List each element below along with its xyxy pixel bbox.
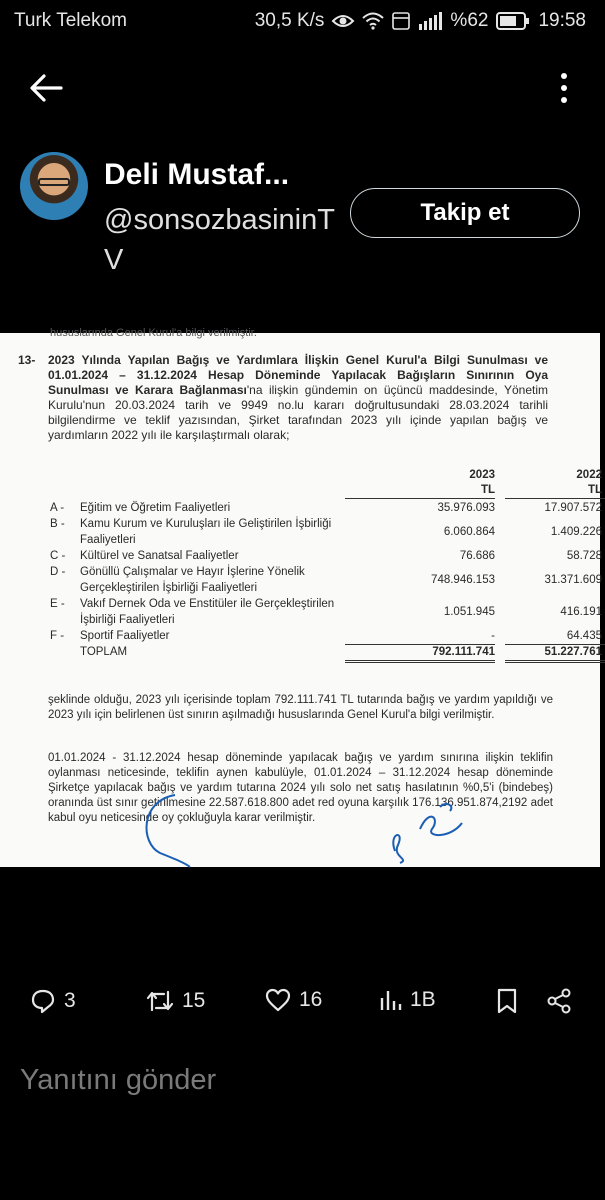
table-row: A - Eğitim ve Öğretim Faaliyetleri 35.976.093 17.907.572 (50, 502, 602, 514)
table-row: E - Vakıf Dernek Oda ve Enstitüler ile Gerçekleştirilen İşbirliği Faaliyetleri 1.051.945 416.191 (50, 598, 602, 626)
network-speed: 30,5 K/s (254, 10, 325, 31)
avatar[interactable] (20, 152, 88, 220)
tweet-actions (0, 980, 600, 1026)
bookmark-icon (496, 988, 518, 1014)
signatures (0, 793, 600, 867)
arrow-left-icon (29, 74, 63, 102)
doc-paragraph-2: 01.01.2024 - 31.12.2024 hesap döneminde yapılacak bağış ve yardım sınırına ilişkin teklifin oylanması neticesinde, teklifin aynen kabulüyle, 01.01.2024 – 31.12.2024 hesap döneminde Şirketçe yapılacak bağış ve yardım tutarına 2024 yılı solo net satış hasılatının %0,5'i (bindebeş) oranında üst sınır getirilmesine 22.587.618.800 adet red oyuna karşılık 176.136.951.874,2192 adet kabul oyu neticesinde oy çokluğuyla karar verilmiştir. (48, 752, 553, 824)
like-count: 16 (299, 988, 323, 1011)
item-text (48, 353, 548, 443)
col-2022-header: 2022 TL (576, 469, 602, 496)
bar-chart-icon (378, 988, 402, 1012)
like-button[interactable] (265, 988, 322, 1012)
col-2023-header: 2023 TL (469, 469, 495, 496)
user-handle[interactable]: @sonsozbasininTV (104, 204, 335, 276)
table-row: F - Sportif Faaliyetler - 64.435 (50, 630, 602, 642)
table-row: D - Gönüllü Çalışmalar ve Hayır İşlerine Yönelik Gerçekleştirilen İşbirliği Faaliyetleri 748.946.153 31.371.609 (50, 566, 602, 594)
item-number: 13- (18, 353, 36, 367)
wifi-icon (362, 12, 384, 30)
follow-button[interactable]: Takip et (350, 188, 580, 238)
bookmark-button[interactable] (496, 988, 518, 1014)
views-button[interactable] (378, 988, 436, 1012)
more-options-button[interactable] (554, 68, 574, 108)
reply-count: 3 (64, 989, 76, 1012)
reply-input[interactable]: Yanıtını gönder (20, 1064, 217, 1096)
status-bar (0, 0, 600, 42)
top-nav (0, 58, 600, 118)
battery-icon (496, 12, 530, 30)
doc-paragraph-1: şeklinde olduğu, 2023 yılı içerisinde toplam 792.111.741 TL tutarında bağış ve yardım yapıldığı ve 2023 yılı için belirlenen üst sınırın aşılmadığı hususlarında Genel Kurul'a bilgi verilmiştir. (48, 694, 553, 721)
display-name[interactable]: Deli Mustaf... (104, 158, 290, 191)
doc-cut-line: hususlarında Genel Kurul'a bilgi verilmiştir. (50, 327, 257, 339)
more-vertical-icon (561, 73, 567, 79)
author-header (20, 150, 590, 280)
table-row: B - Kamu Kurum ve Kuruluşları ile Geliştirilen İşbirliği Faaliyetleri 6.060.864 1.409.226 (50, 518, 602, 546)
retweet-count: 15 (182, 989, 206, 1012)
item-title: 2023 Yılında Yapılan Bağış ve Yardımlara İlişkin Genel Kurul'a Bilgi Sunulması ve 01.01.2024 – 31.12.2024 Hesap Döneminde Yapılacak Bağışların Sınırının Oya Sunulması ve Karara Bağlanması (48, 353, 548, 397)
retweet-button[interactable] (146, 988, 205, 1014)
reply-button[interactable] (30, 988, 76, 1014)
eye-icon (332, 13, 354, 29)
share-icon (546, 988, 572, 1014)
donations-table (50, 468, 602, 662)
clock: 19:58 (538, 10, 586, 31)
share-button[interactable] (546, 988, 572, 1014)
back-button[interactable] (26, 70, 66, 106)
battery-percent: %62 (450, 10, 489, 31)
window-icon (392, 12, 410, 30)
table-row: C - Kültürel ve Sanatsal Faaliyetler 76.686 58.728 (50, 550, 602, 562)
heart-icon (265, 988, 291, 1012)
comment-icon (30, 988, 56, 1014)
signal-icon (418, 12, 442, 30)
views-count: 1B (410, 988, 436, 1011)
retweet-icon (146, 988, 174, 1014)
tweet-media-image[interactable] (0, 327, 602, 867)
carrier-label: Turk Telekom (14, 10, 127, 31)
table-total-row: TOPLAM 792.111.741 51.227.761 (50, 644, 560, 662)
item-body: 'na ilişkin gündemin on üçüncü maddesinde, Yönetim Kurulu'nun 20.03.2024 tarih ve 9949 no.lu kararı doğrultusundaki 28.03.2024 tarihli bilgilendirme ve teklif yazısından, Şirket tarafından 2023 yılı içinde yapılan bağış ve yardımların 2022 yılı ile karşılaştırmalı olarak; (48, 383, 548, 442)
